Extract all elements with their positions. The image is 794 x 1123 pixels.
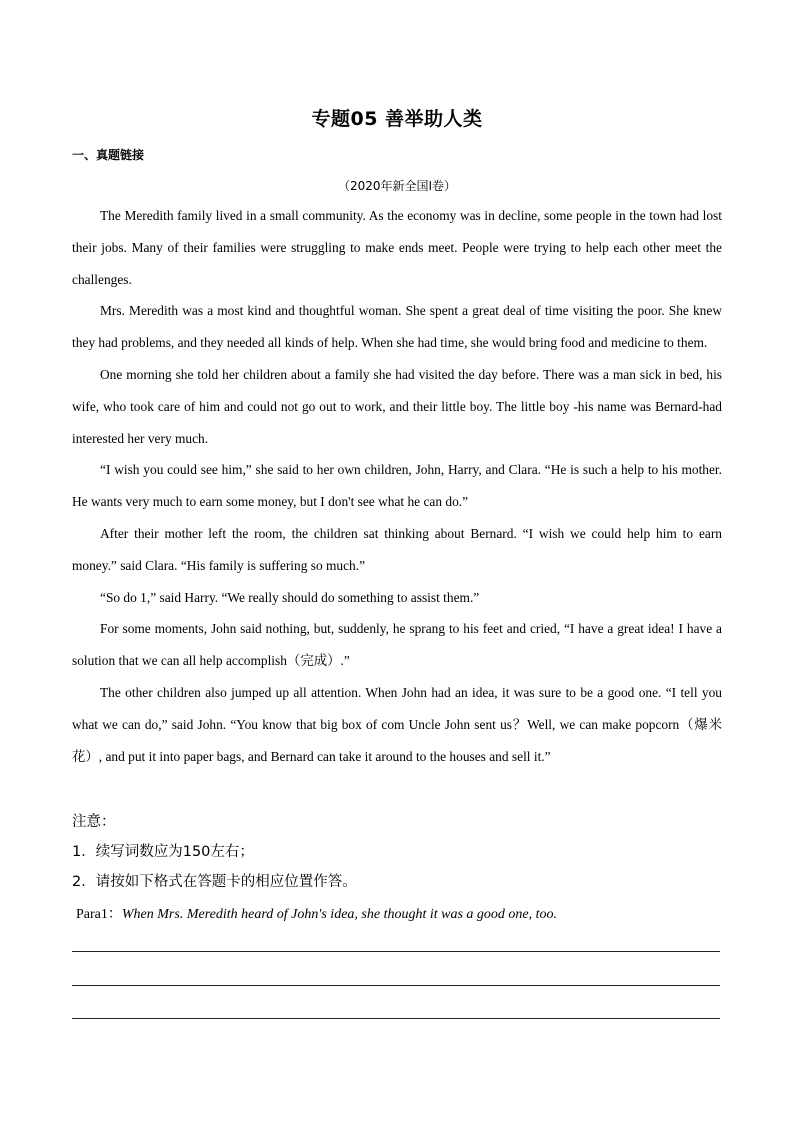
page-title: 专题05 善举助人类 [311,108,483,130]
passage-paragraph: The Meredith family lived in a small community. As the economy was in decline, some people in the town had lost their jobs. Many of their families were struggling to make ends meet. People were trying to help each other meet the challenges. [72,208,722,287]
notes-block [72,807,722,897]
para1-label: Para1： [76,907,122,922]
passage-paragraph: After their mother left the room, the children sat thinking about Bernard. “I wish we could help him to earn money.” said Clara. “His family is suffering so much.” [72,525,722,573]
answer-line[interactable] [72,985,720,986]
exam-source: （2020年新全国I卷） [337,179,457,193]
passage-paragraph: One morning she told her children about a family she had visited the day before. There was a man sick in bed, his wife, who took care of him and could not go out to work, and their little boy. The little boy -his name was Bernard-had interested her very much. [72,366,722,446]
section-heading: 一、真题链接 [72,148,145,162]
passage-paragraph: The other children also jumped up all attention. When John had an idea, it was sure to be a good one. “I tell you what we can do,” said John. “You know that big box of com Uncle John sent us？Well, we can make popcorn（爆米花）, and put it into paper bags, and Bernard can take it around to the houses and sell it.” [72,684,722,764]
answer-line[interactable] [72,951,720,952]
passage-paragraph: For some moments, John said nothing, but, suddenly, he sprang to his feet and cried, “I have a great idea! I have a solution that we can all help accomplish（完成）.” [72,621,722,669]
notes-item: 2．请按如下格式在答题卡的相应位置作答。 [72,874,357,890]
para1-prompt [76,903,726,923]
para1-text: When Mrs. Meredith heard of John's idea, she thought it was a good one, too. [121,907,558,922]
passage-paragraph: “I wish you could see him,” she said to her own children, John, Harry, and Clara. “He is such a help to his mother. He wants very much to earn some money, but I don't see what he can do.” [72,462,722,510]
notes-item: 1．续写词数应为150左右； [72,844,254,860]
notes-heading: 注意： [72,814,116,830]
answer-line[interactable] [72,1018,720,1019]
passage [72,200,722,772]
passage-paragraph: Mrs. Meredith was a most kind and thoughtful woman. She spent a great deal of time visiting the poor. She knew they had problems, and they needed all kinds of help. When she had time, she would bring food and medicine to them. [72,303,722,351]
passage-paragraph: “So do 1,” said Harry. “We really should do something to assist them.” [100,589,480,605]
